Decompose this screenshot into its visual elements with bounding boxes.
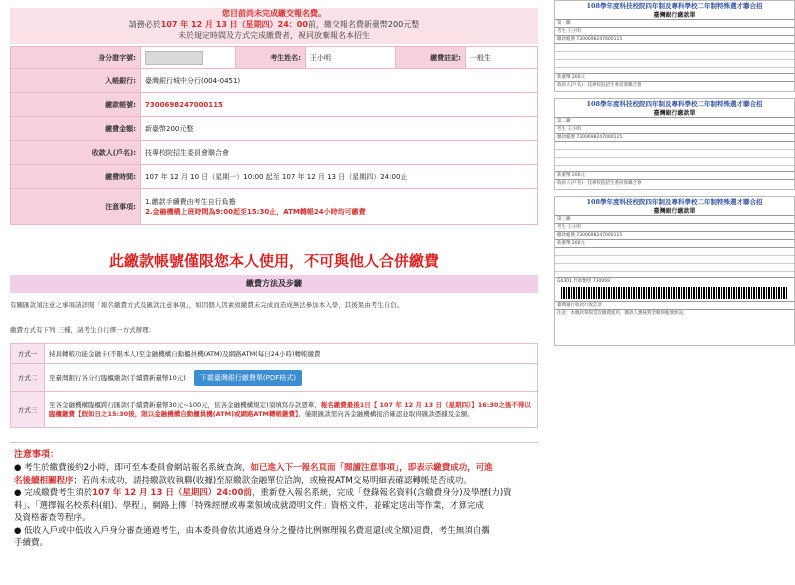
notice-item-1: ● 考生於繳費後約2小時，即可至本委員會網站報名系統查詢，如已進入下一報名頁面「閱讀注意事項」，即表示繳費成功，可進: [14, 463, 493, 473]
note-hours: 2.金融機構上班時間為9:00起至15:30止，ATM轉帳24小時均可繳費: [145, 207, 366, 216]
notice-item-2: ● 完成繳費考生須於107 年 12 月 13 日（星期四）24:00前，重新登入報名系統，完成「登錄報名資料(含繳費身分)及學歷(力)資: [14, 488, 512, 498]
category-label: 繳費註記:: [396, 47, 466, 69]
payee-label: 收款人(戶名):: [11, 141, 141, 165]
note-fee: 1.繳款手續費由考生自行負擔: [145, 197, 236, 206]
name-value: 王小明: [306, 47, 396, 69]
applicant-row: [11, 47, 538, 69]
id-label: 身分證字號:: [11, 47, 141, 69]
period-value: 107 年 12 月 10 日（星期一）10:00 起至 107 年 12 月 13 日（星期四）24:00止: [141, 165, 538, 189]
payment-status-banner: [10, 8, 538, 44]
amount-value: 新臺幣200元整: [141, 117, 538, 141]
forfeit-warning: 未於規定時間及方式完成繳費者，視同放棄報名本招生: [178, 31, 370, 40]
bank-label: 入帳銀行:: [11, 69, 141, 93]
slip-copy-3: 108學年度科技校院四年制及專科學校二年制特殊選才聯合招 臺灣銀行繳款單 第三聯 考生 王小明 繳款帳號 7300698247000115 新臺幣 200元 G0301 代收類別 730069 臺灣銀行收款行收訖章 注意：本繳款單限當次繳費使用，繳款人應核對金額與帳號無誤。: [554, 196, 795, 346]
amount-label: 繳費金額:: [11, 117, 141, 141]
bank-slip-preview: [554, 0, 795, 410]
deadline-line: 請務必於107 年 12 月 13 日（星期四）24：00前，繳交報名費新臺幣200元整: [128, 20, 420, 29]
notes-label: 注意事項:: [11, 189, 141, 225]
notice-item-3: ● 低收入戶或中低收入戶身分審查通過考生，由本委員會依其通過身分之優待比例辦理報名費退還(或全額)退費，考生無須自攜: [14, 525, 490, 536]
bank-value: 臺灣銀行城中分行(004-0451): [141, 69, 538, 93]
name-label: 考生姓名:: [236, 47, 306, 69]
notice-section: 注意事項： ● 考生於繳費後約2小時，即可至本委員會網站報名系統查詢，如已進入下一報名頁面「閱讀注意事項」，即表示繳費成功，可進 名後續相關程序；若尚未成功，請持繳款收執聯(收據)至原繳款金融單位洽詢，或檢視ATM交易明細表確認轉帳是否成功。 ● 完成繳費考生須於107 年 12 月 13 日（星期四）24:00前，重新登入報名系統，完成「登錄報名資料(含繳費身分)及學歷(力)資 料」、「選擇報名校系科(組)、學程」，網路上傳「特殊經歷或專業領域成就證明文件」資格文件，並確定送出等作業，才算完成 及資格審查等程序。 ● 低收入戶或中低收入戶身分審查通過考生，由本委員會依其通過身分之優待比例辦理報名費退還(或全額)退費，考生無須自攜 手續費。: [10, 442, 538, 582]
method-transfer-row: 方式三 至各金融機構臨櫃跨行匯款(手續費新臺幣30元~100元，依各金融機構規定)須填寫存款憑單，報名繳費最後1日【 107 年 12 月 13 日（星期四）】16:30之後不得以臨櫃繳費【假如日之15:30後，限以金融機構自動櫃員機(ATM)或網路ATM轉帳繳費】，僅限匯款需向各金融機構接洽確認並取得匯款憑據及金額。: [11, 392, 538, 428]
account-usage-warning: 此繳款帳號僅限您本人使用，不可與他人合併繳費: [108, 252, 439, 270]
account-number: 7300698247000115: [141, 93, 538, 117]
payee-value: 技專校院招生委員會聯合會: [141, 141, 538, 165]
download-pdf-slip-button[interactable]: 下載臺灣銀行繳費單(PDF格式): [194, 370, 302, 386]
slip-copy-1: 108學年度科技校院四年制及專科學校二年制特殊選才聯合招 臺灣銀行繳款單 第一聯 考生 王小明 繳款帳號 7300698247000115 新臺幣 200元 收款人(戶名)：技專校院招生委員會聯合會: [554, 0, 795, 92]
period-label: 繳費時間:: [11, 165, 141, 189]
category-value: 一般生: [466, 47, 538, 69]
account-label: 繳款帳號:: [11, 93, 141, 117]
payment-info-table: [10, 46, 538, 225]
method-counter-row: 方式二 至臺灣銀行各分行臨櫃繳款(手續費新臺幣10元) 下載臺灣銀行繳費單(PDF格式): [11, 364, 538, 392]
id-value-redacted: [145, 51, 203, 65]
method-atm-row: 方式一 持具轉帳功能金融卡(不限本人)至金融機構自動櫃員機(ATM)及網路ATM(每日24小時)轉帳繳費: [11, 344, 538, 364]
methods-header: 繳費方法及步驟: [10, 275, 538, 293]
methods-subintro: 繳費方式有下列 三種，請考生自行擇一方式辦理：: [10, 326, 156, 334]
notice-title: 注意事項：: [14, 450, 60, 460]
slip-copy-2: 108學年度科技校院四年制及專科學校二年制特殊選才聯合招 臺灣銀行繳款單 第二聯 考生 王小明 繳款帳號 7300698247000115 新臺幣 200元 收款人(戶名)：技專校院招生委員會聯合會: [554, 98, 795, 190]
barcode: [561, 287, 788, 299]
payment-methods-table: [10, 343, 538, 428]
methods-intro: 有關匯款須注意之事項請詳閱「報名繳費方式及匯款注意事項」，如因個人因素致繳費未完成而造成無法參加本入學，其後果由考生自負。: [10, 301, 404, 309]
unpaid-notice: 您目前尚未完成繳交報名費。: [222, 9, 326, 18]
